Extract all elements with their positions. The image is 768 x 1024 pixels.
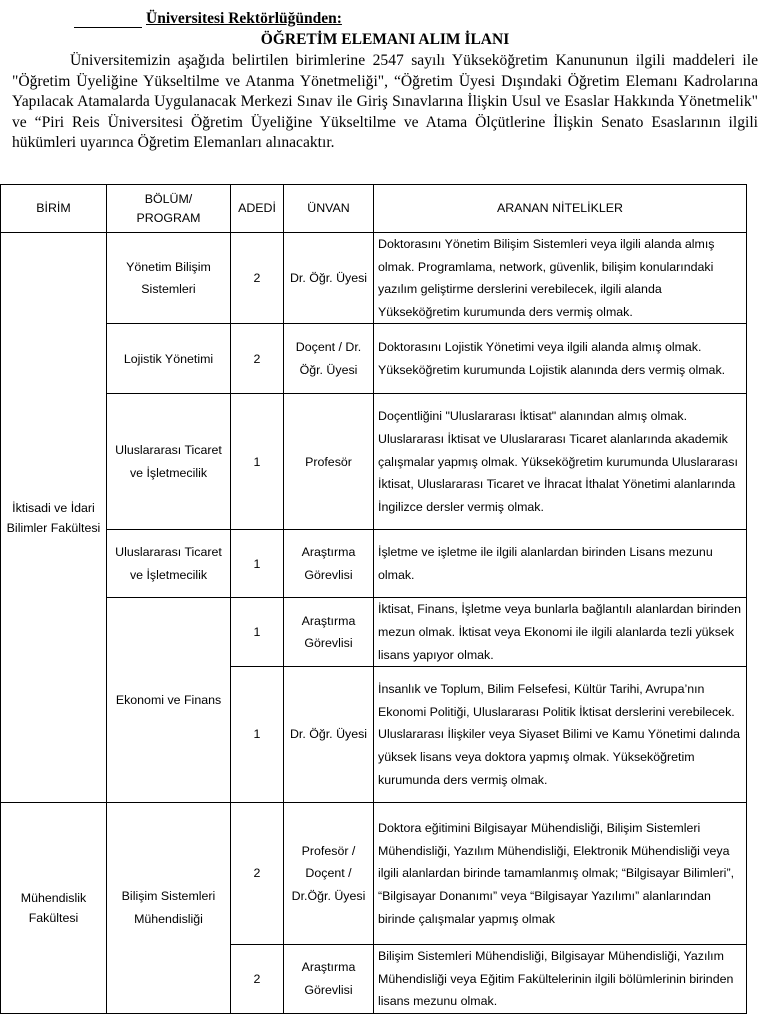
unvan-cell: Araştırma Görevlisi — [284, 530, 374, 598]
table-header-row — [1, 185, 747, 233]
col-header-adedi: ADEDİ — [231, 185, 284, 233]
header-line — [12, 10, 758, 30]
adet-cell: 1 — [231, 667, 284, 803]
positions-table — [0, 184, 747, 1014]
unvan-cell: Dr. Öğr. Üyesi — [284, 233, 374, 324]
col-header-nitelikler: ARANAN NİTELİKLER — [374, 185, 747, 233]
announcement-page — [12, 10, 758, 154]
table-row — [1, 233, 747, 324]
unvan-cell: Dr. Öğr. Üyesi — [284, 667, 374, 803]
bolum-cell: Bilişim Sistemleri Mühendisliği — [107, 803, 231, 1014]
nitelik-cell: İşletme ve işletme ile ilgili alanlardan birinden Lisans mezunu olmak. — [374, 530, 747, 598]
adet-cell: 2 — [231, 324, 284, 394]
adet-cell: 1 — [231, 530, 284, 598]
nitelik-cell: Bilişim Sistemleri Mühendisliği, Bilgisayar Mühendisliği, Yazılım Mühendisliği veya Eğitim Fakültelerinin ilgili bölümlerinin birinden lisans mezunu olmak. — [374, 945, 747, 1014]
unit-cell-iibf: İktisadi ve İdari Bilimler Fakültesi — [1, 233, 107, 803]
nitelik-cell: Doktorasını Yönetim Bilişim Sistemleri veya ilgili alanda almış olmak. Programlama, network, güvenlik, bilişim konularındaki yazılım geliştirme derslerini verebilecek, ilgili alanda Yükseköğretim kurumunda ders vermiş olmak. — [374, 233, 747, 324]
adet-cell: 2 — [231, 233, 284, 324]
nitelik-cell: Doktorasını Lojistik Yönetimi veya ilgili alanda almış olmak. Yükseköğretim kurumunda Lojistik alanında ders vermiş olmak. — [374, 324, 747, 394]
intro-paragraph: Üniversitemizin aşağıda belirtilen birimlerine 2547 sayılı Yükseköğretim Kanununun ilgili maddeleri ile "Öğretim Üyeliğine Yükseltilme ve Atanma Yönetmeliği", “Öğretim Üyesi Dışındaki Öğretim Elemanı Kadrolarına Yapılacak Atamalarda Uygulanacak Merkezi Sınav ile Giriş Sınavlarına İlişkin Usul ve Esaslar Hakkında Yönetmelik" ve “Piri Reis Üniversitesi Öğretim Üyeliğine Yükseltilme ve Atama Ölçütlerine İlişkin Senato Esaslarının ilgili hükümleri uyarınca Öğretim Elemanları alınacaktır. — [12, 52, 758, 152]
nitelik-cell: Doçentliğini "Uluslararası İktisat" alanından almış olmak. Uluslararası İktisat ve Uluslararası Ticaret alanlarında akademik çalışmalar yapmış olmak. Yükseköğretim kurumunda Uluslararası İktisat, Uluslararası Ticaret ve İhracat İthalat Yönetimi alanlarında İngilizce dersler vermiş olmak. — [374, 394, 747, 530]
adet-cell: 1 — [231, 394, 284, 530]
university-name-blank — [74, 13, 142, 28]
table-row — [1, 394, 747, 530]
table-row — [1, 803, 747, 945]
bolum-cell: Uluslararası Ticaret ve İşletmecilik — [107, 394, 231, 530]
unit-cell-muhendislik: Mühendislik Fakültesi — [1, 803, 107, 1014]
nitelik-cell: İktisat, Finans, İşletme veya bunlarla bağlantılı alanlardan birinden mezun olmak. İktisat veya Ekonomi ile ilgili alanlarda tezli yüksek lisans yapıyor olmak. — [374, 598, 747, 667]
bolum-cell: Yönetim Bilişim Sistemleri — [107, 233, 231, 324]
adet-cell: 2 — [231, 945, 284, 1014]
bolum-cell: Lojistik Yönetimi — [107, 324, 231, 394]
unvan-cell: Araştırma Görevlisi — [284, 945, 374, 1014]
university-line: Üniversitesi Rektörlüğünden: — [146, 10, 342, 27]
col-header-bolum — [107, 185, 231, 233]
unvan-cell: Araştırma Görevlisi — [284, 598, 374, 667]
col-header-bolum-line1: BÖLÜM/ — [144, 191, 193, 206]
table-row — [1, 530, 747, 598]
nitelik-cell: Doktora eğitimini Bilgisayar Mühendisliği, Bilişim Sistemleri Mühendisliği, Yazılım Mühendisliği, Elektronik Mühendisliği veya ilgili alanlardan birinde tamamlanmış olmak; “Bilgisayar Bilimleri”, “Bilgisayar Donanımı” veya “Bilgisayar Yazılımı” alanlarından birinde çalışmalar yapmış olmak — [374, 803, 747, 945]
unvan-cell: Doçent / Dr. Öğr. Üyesi — [284, 324, 374, 394]
unvan-cell: Profesör / Doçent / Dr.Öğr. Üyesi — [284, 803, 374, 945]
table-row — [1, 598, 747, 667]
col-header-unvan: ÜNVAN — [284, 185, 374, 233]
nitelik-cell: İnsanlık ve Toplum, Bilim Felsefesi, Kültür Tarihi, Avrupa’nın Ekonomi Politiği, Uluslararası Politik İktisat derslerini verebilecek. Uluslararası İlişkiler veya Siyaset Bilimi ve Kamu Yönetimi dalında yüksek lisans veya doktora yapmış olmak. Yükseköğretim kurumunda ders vermiş olmak. — [374, 667, 747, 803]
table-row — [1, 324, 747, 394]
bolum-cell: Uluslararası Ticaret ve İşletmecilik — [107, 530, 231, 598]
announcement-title: ÖĞRETİM ELEMANI ALIM İLANI — [260, 31, 510, 48]
col-header-bolum-line2: PROGRAM — [136, 210, 201, 225]
adet-cell: 1 — [231, 598, 284, 667]
bolum-cell: Ekonomi ve Finans — [107, 598, 231, 803]
col-header-birim: BİRİM — [1, 185, 107, 233]
unvan-cell: Profesör — [284, 394, 374, 530]
adet-cell: 2 — [231, 803, 284, 945]
